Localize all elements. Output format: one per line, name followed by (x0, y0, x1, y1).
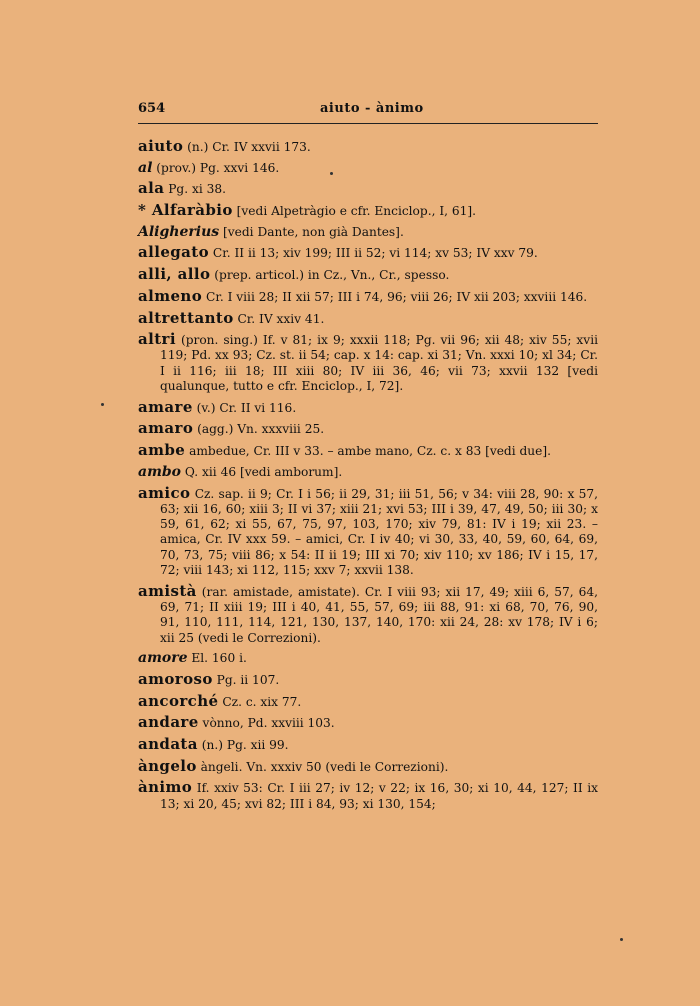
entry-citations: (rar. amistade, amistate). Cr. I viii 93; xii 17, 49; xiii 6, 57, 64, 69, 71; II xiii 19; III i 40, 41, 55, 57, 69; iii 88, 91: xi 68, 70, 76, 90, 91, 110, 111, 114, 121, 130, 137, 140, 170: xii 24, 28: xv 178; IV i 6; xii 25 (vedi le Correzioni). (160, 584, 598, 645)
entry-citations: [vedi Dante, non già Dantes]. (219, 224, 404, 239)
dictionary-entry (138, 245, 598, 261)
header-rule (138, 123, 598, 124)
entry-headword: ànimo (138, 778, 193, 797)
dictionary-entry (138, 691, 598, 710)
dictionary-entry (138, 737, 598, 753)
dictionary-entry (138, 161, 598, 176)
entry-citations: [vedi Alpetràgio e cfr. Enciclop., I, 61]. (232, 204, 477, 219)
entry-headword: ambo (138, 463, 182, 480)
entry-headword: amaro (138, 419, 194, 438)
entry-citations: (prep. articol.) in Cz., Vn., Cr., spesso. (210, 268, 450, 283)
entry-headword: ala (138, 179, 165, 198)
entry-headword: almeno (138, 286, 203, 305)
dictionary-entry (138, 780, 598, 812)
dictionary-entry (138, 286, 598, 305)
entry-citations: ambedue, Cr. III v 33. – ambe mano, Cz. c. x 83 [vedi due]. (185, 444, 552, 459)
entry-citations: (v.) Cr. II vi 116. (192, 400, 297, 415)
entry-citations: Cr. IV xxiv 41. (233, 311, 325, 326)
entry-headword: amistà (138, 581, 197, 600)
entry-citations: (agg.) Vn. xxxviii 25. (193, 422, 325, 437)
dictionary-entry (138, 225, 598, 240)
page-header (138, 101, 598, 121)
entry-headword: ambe (138, 441, 186, 460)
dictionary-entry (138, 267, 598, 283)
entry-citations: Cz. c. xix 77. (218, 694, 302, 709)
entry-headword: andare (138, 713, 199, 732)
entry-headword: * Alfaràbio (138, 201, 233, 220)
entry-headword: andata (138, 735, 198, 754)
entry-headword: aiuto (138, 137, 184, 155)
dictionary-entry (138, 669, 598, 688)
entry-headword: ancorché (138, 691, 219, 710)
dictionary-entry (138, 483, 598, 579)
entry-citations: Cz. sap. ii 9; Cr. I i 56; ii 29, 31; iii 51, 56; v 34: viii 28, 90: x 57, 63; xii 16, 60; xiii 3; II vi 37; xiii 21; xvi 53; III i 39, 47, 49, 50; iii 30; x 59, 61, 62; xi 55, 67, 75, 97, 103, 170; xiv 79, 81: IV i 19; xii 23. – amica, Cr. IV xxx 59. – amici, Cr. I iv 40; vi 30, 33, 40, 59, 60, 64, 69, 70, 73, 75; viii 86; x 54: II ii 19; III xi 70; xiv 110; xv 186; IV i 15, 17, 72; viii 143; xi 112, 115; xxv 7; xxvii 138. (160, 486, 598, 577)
dictionary-entry (138, 581, 598, 646)
dictionary-entry (138, 203, 598, 219)
dictionary-entry (138, 332, 598, 394)
entry-citations: Pg. xi 38. (164, 182, 226, 197)
entry-headword: alli, allo (138, 265, 211, 284)
dictionary-entry (138, 651, 598, 666)
running-head: aiuto - ànimo (320, 101, 424, 116)
dictionary-entry (138, 715, 598, 731)
entry-citations: (n.) Cr. IV xxvii 173. (183, 140, 311, 154)
entry-citations: àngeli. Vn. xxxiv 50 (vedi le Correzioni). (196, 759, 449, 774)
entry-headword: altri (138, 330, 176, 349)
entry-citations: Cr. II ii 13; xiv 199; III ii 52; vi 114; xv 53; IV xxv 79. (209, 246, 538, 261)
entry-citations: (pron. sing.) If. v 81; ix 9; xxxii 118; Pg. vii 96; xii 48; xiv 55; xvii 119; Pd. xx 93; Cz. st. ii 54; cap. x 14: cap. xi 31; Vn. xxxi 10; xl 34; Cr. I ii 116; iii 18; III xiii 80; IV iii 36, 46; vii 73; xxvii 132 [vedi qualunque, tutto e cfr. Enciclop., I, 72]. (160, 333, 598, 394)
entry-list (138, 139, 598, 817)
entry-citations: El. 160 i. (187, 651, 247, 666)
dictionary-entry (138, 756, 598, 775)
dictionary-entry (138, 397, 598, 416)
entry-citations: If. xxiv 53: Cr. I iii 27; iv 12; v 22; ix 16, 30; xi 10, 44, 127; II ix 13; xi 20, 45; xvi 82; III i 84, 93; xi 130, 154; (160, 781, 598, 811)
entry-headword: allegato (138, 243, 210, 262)
dictionary-entry (138, 421, 598, 437)
page-number: 654 (138, 101, 166, 116)
margin-speck (620, 938, 623, 941)
entry-citations: Pg. ii 107. (212, 672, 280, 687)
dictionary-entry (138, 139, 598, 155)
entry-headword: al (138, 159, 153, 176)
entry-citations: (prov.) Pg. xxvi 146. (152, 160, 280, 175)
margin-speck (101, 403, 104, 406)
dictionary-entry (138, 308, 598, 327)
margin-speck (330, 172, 333, 175)
dictionary-entry (138, 181, 598, 197)
entry-headword: amare (138, 397, 193, 416)
entry-headword: amico (138, 483, 191, 502)
entry-citations: vònno, Pd. xxviii 103. (198, 716, 335, 731)
entry-citations: Cr. I viii 28; II xii 57; III i 74, 96; viii 26; IV xii 203; xxviii 146. (202, 289, 588, 304)
entry-headword: àngelo (138, 756, 197, 775)
dictionary-entry (138, 465, 598, 480)
entry-headword: altrettanto (138, 308, 234, 327)
entry-headword: Aligherius (138, 223, 220, 240)
entry-headword: amoroso (138, 669, 213, 688)
entry-citations: (n.) Pg. xii 99. (197, 738, 289, 753)
entry-citations: Q. xii 46 [vedi amborum]. (181, 464, 343, 479)
dictionary-entry (138, 443, 598, 459)
entry-headword: amore (138, 650, 188, 667)
